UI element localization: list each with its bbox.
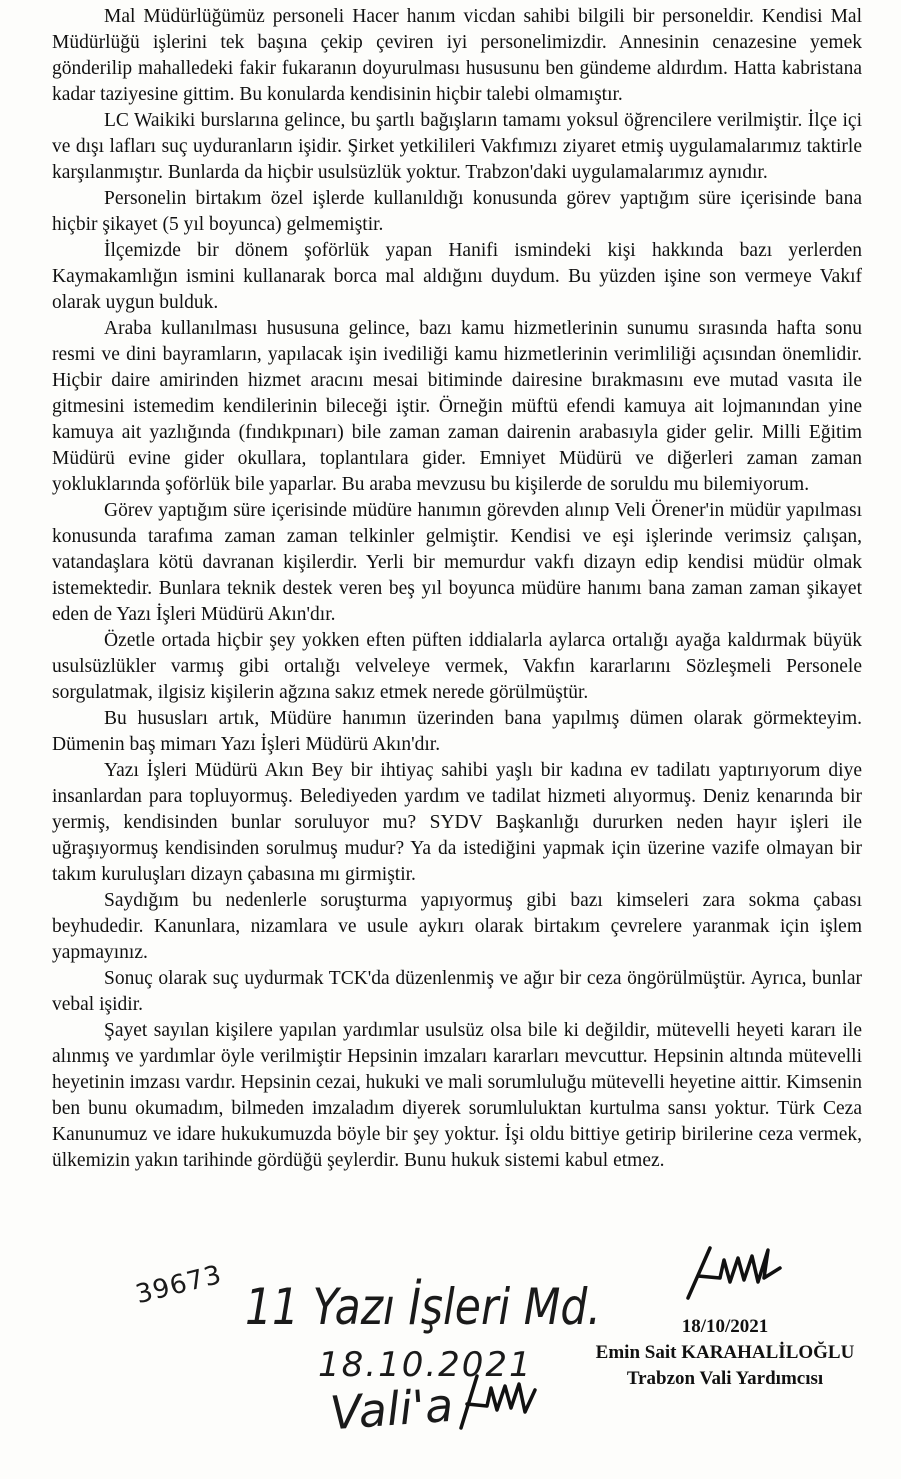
paragraph: Şayet sayılan kişilere yapılan yardımlar usulsüz olsa bile ki değildir, mütevelli heyeti kararı ile alınmış ve yardımlar öyle verilmiştir Hepsinin imzaları kararları mevcuttur. Hepsinin altında mütevelli heyetinin imzası vardır. Hepsinin cezai, hukuki ve mali sorumluluğu mütevelli heyetine aittir. Kimsenin ben bunu okumadım, bilmeden imzaladım diyerek sorumluluktan kurtulma sansı yoktur. Türk Ceza Kanunumuz ve idare hukukumuzda böyle bir şey yoktur. İşi oldu bittiye getirip birilerine ceza vermek, ülkemizin yakın tarihinde gördüğü şeylerdir. Bunu hukuk sistemi kabul etmez.	[52, 1020, 862, 1171]
paragraph: Görev yaptığım süre içerisinde müdüre hanımın görevden alınıp Veli Örener'in müdür yapılması konusunda tarafıma zaman zaman telkinler gelmiştir. Kendisi ve eşi işlerinde verimsiz çalışan, vatandaşlara kötü davranan kişilerdir. Yerli bir memurdur vakfı dizayn edip kendisi müdür olmak istemektedir. Bunlara teknik destek veren beş yıl boyunca müdüre hanımı bana zaman zaman şikayet eden de Yazı İşleri Müdürü Akın'dır.	[52, 500, 862, 625]
signature-name: Emin Sait KARAHALİLOĞLU	[595, 1342, 855, 1363]
handwritten-note-line1: 11 Yazı İşleri Md.	[245, 1278, 601, 1336]
paragraph: Saydığım bu nedenlerle soruşturma yapıyormuş gibi bazı kimseleri zara sokma çabası beyhudedir. Kanunlara, nizamlara ve usule aykırı olarak birtakım çevrelere yaranmak için işlem yapmayınız.	[52, 890, 862, 963]
signature-scribble	[680, 1238, 790, 1308]
letter-body	[52, 4, 862, 1174]
handwritten-note-date: 18.10.2021	[318, 1345, 533, 1385]
paragraph: Personelin birtakım özel işlerde kullanıldığı konusunda görev yaptığım süre içerisinde bana hiçbir şikayet (5 yıl boyunca) gelmemiştir.	[52, 188, 862, 235]
signature-date: 18/10/2021	[681, 1316, 769, 1337]
paragraph: LC Waikiki burslarına gelince, bu şartlı bağışların tamamı yoksul öğrencilere verilmiştir. İlçe içi ve dışı lafları suç uyduranların işidir. Şirket yetkilileri Vakfımızı ziyaret etmiş uygulamalarımız taktirle karşılanmıştır. Bunlarda da hiçbir usulsüzlük yoktur. Trabzon'daki uygulamalarımız aynıdır.	[52, 110, 862, 183]
handwritten-note-line3: Vali'a	[328, 1377, 455, 1441]
paragraph: Bu hususları artık, Müdüre hanımın üzerinden bana yapılmış dümen olarak görmekteyim. Dümenin baş mimarı Yazı İşleri Müdürü Akın'dır.	[52, 708, 862, 755]
paragraph: Araba kullanılması hususuna gelince, bazı kamu hizmetlerinin sunumu sırasında hafta sonu resmi ve dini bayramların, yapılacak işin ivediliği kamu hizmetlerinin verimliliği açısından önemlidir. Hiçbir daire amirinden hizmet aracını mesai bitiminde dairesine bırakmasını eve mutad vasıta ile gitmesini istemedim kendilerinin bileceği iştir. Örneğin müftü efendi kamuya ait lojmanından yine kamuya ait yazlığında (fındıkpınarı) bile zaman zaman dairenin arabasıyla gider gelir. Milli Eğitim Müdürü evine gider okullara, toplantılara gider. Emniyet Müdürü ve diğerleri zaman zaman yokluklarında şoförlük bile yaparlar. Bu araba mevzusu bu kişilerde de soruldu mu bilemiyorum.	[52, 318, 862, 495]
paragraph: Yazı İşleri Müdürü Akın Bey bir ihtiyaç sahibi yaşlı bir kadına ev tadilatı yaptırıyorum diye insanlardan para topluyormuş. Belediyeden yardım ve tadilat hizmeti alıyormuş. Deniz kenarında bir yermiş, kendisinden bunlar soruluyor mu? SYDV Başkanlığı dururken neden hayır işleri ile uğraşıyormuş kendisinden sorulmuş mudur? Ya da istediğini yapmak için üzerine vazife olmayan bir takım kuruluşları dizayn çabasına mı girmiştir.	[52, 760, 862, 885]
paragraph: Özetle ortada hiçbir şey yokken eften püften iddialarla aylarca ortalığı ayağa kaldırmak büyük usulsüzlükler varmış gibi ortalığı velveleye vermek, Vakfın kararlarını Sözleşmeli Personele sorgulatmak, ilgisiz kişilerin ağzına sakız etmek nerede görülmüştür.	[52, 630, 862, 703]
signature-title: Trabzon Vali Yardımcısı	[626, 1368, 824, 1389]
paragraph: Mal Müdürlüğümüz personeli Hacer hanım vicdan sahibi bilgili bir personeldir. Kendisi Mal Müdürlüğü işlerini tek başına çekip çeviren iyi personelimizdir. Annesinin cenazesine yemek gönderilip mahalledeki fakir fukaranın doyurulması hususunu ben gündeme aldırdım. Hatta kabristana kadar taziyesine gittim. Bu konularda kendisinin hiçbir talebi olmamıştır.	[52, 6, 862, 105]
paragraph: İlçemizde bir dönem şoförlük yapan Hanifi ismindeki kişi hakkında bazı yerlerden Kaymakamlığın ismini kullanarak borca mal aldığını duydum. Bu yüzden işine son vermeye Vakıf olarak uygun bulduk.	[52, 240, 862, 313]
paragraph: Sonuç olarak suç uydurmak TCK'da düzenlenmiş ve ağır bir ceza öngörülmüştür. Ayrıca, bunlar vebal işidir.	[52, 968, 862, 1015]
handwritten-signature	[455, 1368, 545, 1438]
handwritten-number: 39673	[132, 1259, 226, 1311]
